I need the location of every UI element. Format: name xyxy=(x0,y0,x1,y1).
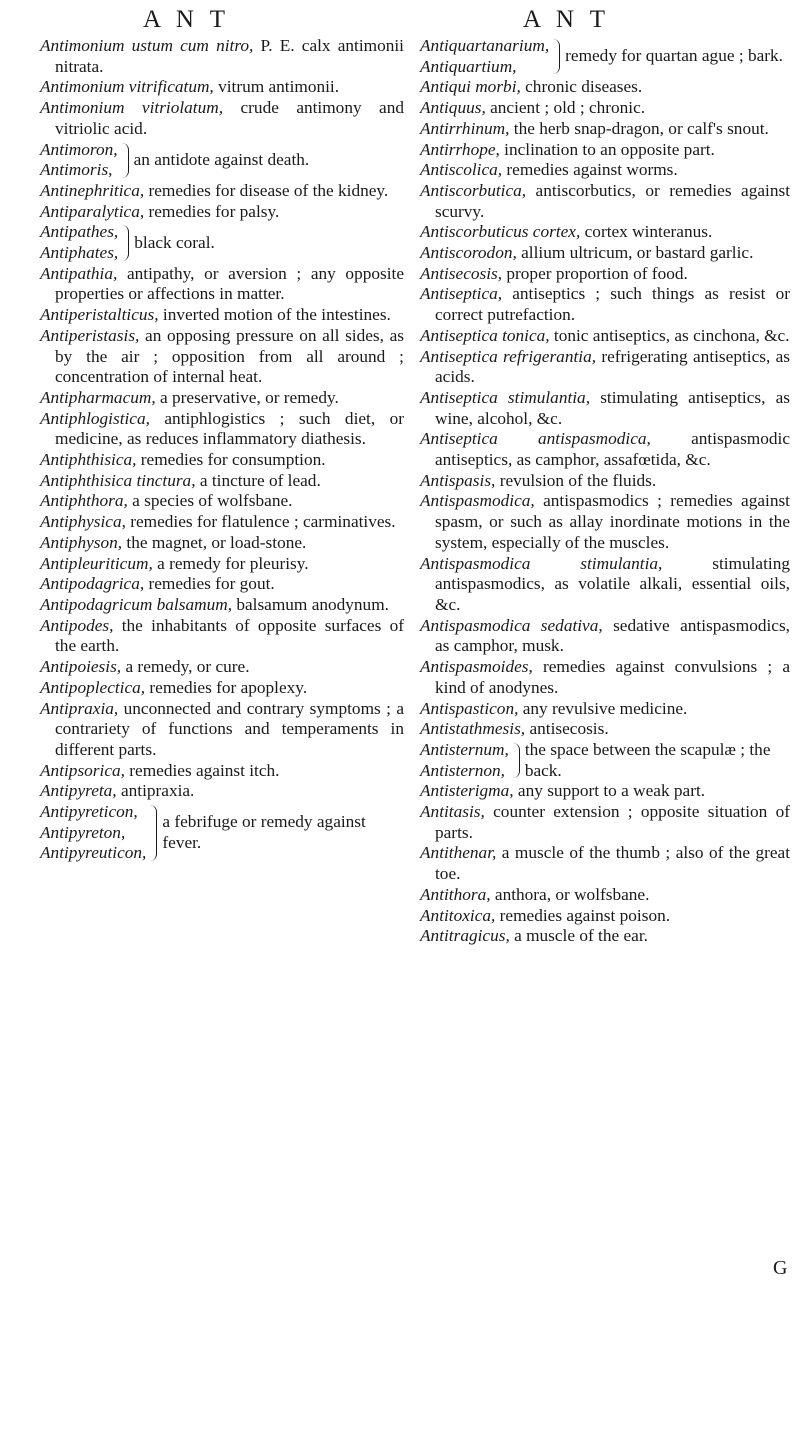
curly-brace xyxy=(121,143,129,178)
dictionary-entry xyxy=(420,181,790,222)
entry-definition: the magnet, or load-stone. xyxy=(122,532,307,552)
dictionary-entry xyxy=(40,388,404,409)
entry-definition: sedative antispasmodics, as camphor, musk. xyxy=(435,615,790,656)
entry-headword: Antiseptica tonica, xyxy=(420,325,550,345)
entry-definition: remedies for consumption. xyxy=(136,450,326,470)
entry-definition: crude antimony and vitriolic acid. xyxy=(55,98,404,138)
dictionary-entry xyxy=(40,491,404,512)
dictionary-entry xyxy=(420,699,790,720)
entry-headword: Antiphyson, xyxy=(40,532,123,552)
entry-definition: a remedy for pleurisy. xyxy=(152,553,309,573)
entry-headword: Antipathia, xyxy=(40,263,118,283)
entry-definition: inclination to an opposite part. xyxy=(499,139,715,159)
entry-definition: P. E. calx antimonii nitrata. xyxy=(55,36,404,76)
entry-headword: Antipathes, xyxy=(40,222,119,242)
left-column xyxy=(40,36,404,864)
entry-headword: Antirrhope, xyxy=(420,139,500,159)
entry-headword: Antipoiesis, xyxy=(40,657,122,677)
entry-definition: tonic antiseptics, as cinchona, &c. xyxy=(549,325,790,345)
entry-definition: antipathy, or aversion ; any opposite properties or affections in matter. xyxy=(55,263,404,304)
entry-definition: any revulsive medicine. xyxy=(518,698,688,718)
entry-headword: Antipodagrica, xyxy=(40,574,145,594)
entry-headword: Antinephritica, xyxy=(40,180,145,200)
entry-definition: antiphlogistics ; such diet, or medicine, as reduces inflammatory diathesis. xyxy=(55,408,404,449)
entry-definition: antisecosis. xyxy=(525,719,609,739)
bracketed-headwords xyxy=(420,36,549,77)
entry-headword: Antispasmodica, xyxy=(420,491,535,511)
dictionary-entry xyxy=(420,719,790,740)
entry-headword: Antiscorodon, xyxy=(420,243,517,263)
dictionary-entry xyxy=(40,305,404,326)
dictionary-entry xyxy=(40,36,404,77)
entry-headword: Antisternon, xyxy=(420,760,505,780)
entry-headword: Antipharmacum, xyxy=(40,387,156,407)
entry-definition: remedies for palsy. xyxy=(144,201,280,221)
entry-headword: Antimonium ustum cum nitro, xyxy=(40,36,254,55)
entry-definition: cortex winteranus. xyxy=(580,222,713,242)
dictionary-entry xyxy=(40,699,404,761)
entry-headword: Antiphlogistica, xyxy=(40,408,150,428)
entry-definition: a preservative, or remedy. xyxy=(155,387,339,407)
entry-definition: a tincture of lead. xyxy=(195,470,321,490)
running-header-right: A N T xyxy=(523,6,611,33)
entry-definition: the space between the scapulæ ; the back. xyxy=(524,739,771,780)
dictionary-entry xyxy=(420,616,790,657)
entry-headword: Antiphthisica, xyxy=(40,450,137,470)
dictionary-entry xyxy=(420,264,790,285)
entry-definition: balsamum anodynum. xyxy=(232,594,389,614)
dictionary-entry xyxy=(420,802,790,843)
dictionary-entry xyxy=(420,326,790,347)
dictionary-entry xyxy=(420,906,790,927)
entry-definition: black coral. xyxy=(134,232,215,252)
entry-headword: Antipoplectica, xyxy=(40,677,146,697)
entry-headword: Antiquartanarium, xyxy=(420,36,550,55)
dictionary-entry xyxy=(40,264,404,305)
bracketed-headwords xyxy=(40,222,118,263)
entry-headword: Antiphates, xyxy=(40,243,119,263)
dictionary-entry xyxy=(40,678,404,699)
entry-headword: Antiperistasis, xyxy=(40,325,140,345)
curly-brace xyxy=(121,225,129,260)
dictionary-entry xyxy=(420,554,790,616)
entry-headword: Antiscolica, xyxy=(420,160,503,180)
bracketed-headwords xyxy=(40,140,118,181)
entry-headword: Antiparalytica, xyxy=(40,201,145,221)
entry-headword: Antispasticon, xyxy=(420,698,519,718)
entry-definition: antispasmodics ; remedies against spasm, or such as allay inordinate motions in the system, especially of the muscles. xyxy=(435,491,790,552)
entry-headword: Antispasmodica stimulantia, xyxy=(420,553,663,573)
entry-definition: remedies for apoplexy. xyxy=(145,677,308,697)
entry-headword: Antipleuriticum, xyxy=(40,553,153,573)
entry-definition: counter extension ; opposite situation of parts. xyxy=(435,802,790,842)
entry-headword: Antipyreuticon, xyxy=(40,843,147,863)
dictionary-entry xyxy=(40,471,404,492)
entry-definition: an antidote against death. xyxy=(133,149,310,169)
entry-headword: Antipodagricum balsamum, xyxy=(40,594,233,614)
entry-definition: vitrum antimonii. xyxy=(213,77,340,97)
entry-headword: Antipyreticon, xyxy=(40,802,138,822)
entry-headword: Antiquus, xyxy=(420,98,486,118)
dictionary-entry xyxy=(420,843,790,884)
dictionary-entry xyxy=(420,222,790,243)
entry-definition: a muscle of the ear. xyxy=(509,926,648,946)
dictionary-entry xyxy=(40,409,404,450)
dictionary-entry xyxy=(40,554,404,575)
entry-definition: revulsion of the fluids. xyxy=(495,470,657,490)
entry-headword: Antimoron, xyxy=(40,139,118,159)
dictionary-entry xyxy=(40,533,404,554)
entry-definition: remedies against convulsions ; a kind of anodynes. xyxy=(435,657,790,697)
entry-headword: Antispasis, xyxy=(420,470,496,490)
entry-headword: Antiphysica, xyxy=(40,512,126,532)
entry-definition: an opposing pressure on all sides, as by the air ; opposition from all around ; concentration of internal heat. xyxy=(55,325,404,387)
signature-mark: G xyxy=(773,1257,788,1279)
dictionary-entry xyxy=(420,885,790,906)
entry-headword: Antiqui morbi, xyxy=(420,77,521,97)
entry-definition: remedy for quartan ague ; bark. xyxy=(565,46,783,66)
entry-headword: Antistathmesis, xyxy=(420,719,526,739)
entry-headword: Antiseptica refrigerantia, xyxy=(420,346,597,366)
entry-definition: stimulating antiseptics, as wine, alcohol, &c. xyxy=(435,387,790,428)
entry-definition: antispasmodic antiseptics, as camphor, assafœtida, &c. xyxy=(435,429,790,470)
dictionary-entry xyxy=(40,512,404,533)
entry-headword: Antipraxia, xyxy=(40,698,119,718)
dictionary-entry xyxy=(420,243,790,264)
entry-definition: anthora, or wolfsbane. xyxy=(490,884,650,904)
entry-definition: remedies against itch. xyxy=(124,760,280,780)
entry-headword: Antispasmoides, xyxy=(420,657,533,677)
dictionary-entry xyxy=(420,160,790,181)
dictionary-entry xyxy=(420,284,790,325)
entry-definition: allium ultricum, or bastard garlic. xyxy=(516,243,754,263)
entry-definition: any support to a weak part. xyxy=(513,781,706,801)
entry-definition: the inhabitants of opposite surfaces of the earth. xyxy=(55,615,404,656)
entry-definition: remedies against worms. xyxy=(502,160,678,180)
running-header-left: A N T xyxy=(143,6,231,33)
entry-headword: Antiscorbutica, xyxy=(420,180,527,200)
entry-headword: Antipsorica, xyxy=(40,760,125,780)
dictionary-entry xyxy=(40,657,404,678)
entry-headword: Antitasis, xyxy=(420,802,485,822)
entry-headword: Antiscorbuticus cortex, xyxy=(420,222,581,242)
entry-headword: Antipodes, xyxy=(40,615,114,635)
bracketed-headwords xyxy=(420,740,509,781)
entry-headword: Antisternum, xyxy=(420,739,509,759)
entry-definition: refrigerating antiseptics, as acids. xyxy=(435,346,790,387)
entry-headword: Antiphthisica tinctura, xyxy=(40,470,196,490)
curly-brace xyxy=(552,39,560,74)
entry-headword: Antipyreta, xyxy=(40,781,117,801)
dictionary-entry xyxy=(40,595,404,616)
entry-definition: a species of wolfsbane. xyxy=(127,491,293,511)
dictionary-entry xyxy=(40,616,404,657)
entry-headword: Antitragicus, xyxy=(420,926,510,946)
dictionary-entry xyxy=(420,926,790,947)
entry-definition: remedies for flatulence ; carminatives. xyxy=(125,512,396,532)
entry-definition: antiseptics ; such things as resist or correct putrefaction. xyxy=(435,284,790,325)
entry-definition: antipraxia. xyxy=(116,781,195,801)
entry-definition: chronic diseases. xyxy=(520,77,643,97)
dictionary-entry xyxy=(420,347,790,388)
entry-definition: remedies for disease of the kidney. xyxy=(144,180,389,200)
dictionary-entry xyxy=(420,657,790,698)
dictionary-entry xyxy=(40,450,404,471)
entry-headword: Antisterigma, xyxy=(420,781,514,801)
entry-definition: a muscle of the thumb ; also of the great toe. xyxy=(435,843,790,884)
entry-headword: Antimonium vitrificatum, xyxy=(40,77,214,97)
entry-definition: remedies for gout. xyxy=(144,574,275,594)
entry-headword: Antiquartium, xyxy=(420,56,517,76)
dictionary-entry xyxy=(420,77,790,98)
dictionary-entry xyxy=(40,781,404,802)
entry-definition: a remedy, or cure. xyxy=(121,657,250,677)
entry-definition: a febrifuge or remedy against fever. xyxy=(162,812,366,853)
dictionary-entry xyxy=(420,119,790,140)
entry-headword: Antipyreton, xyxy=(40,822,126,842)
dictionary-entry xyxy=(40,574,404,595)
right-column xyxy=(420,36,790,947)
bracketed-entry xyxy=(40,222,404,263)
dictionary-entry xyxy=(420,140,790,161)
entry-definition: antiscorbutics, or remedies against scurvy. xyxy=(435,180,790,221)
dictionary-entry xyxy=(420,781,790,802)
entry-headword: Antisecosis, xyxy=(420,263,503,283)
bracketed-entry xyxy=(40,802,404,864)
bracketed-entry xyxy=(420,36,790,77)
dictionary-entry xyxy=(40,77,404,98)
bracketed-entry xyxy=(40,140,404,181)
entry-headword: Antithora, xyxy=(420,884,491,904)
entry-headword: Antiseptica antispasmodica, xyxy=(420,429,651,449)
dictionary-entry xyxy=(40,98,404,139)
entry-headword: Antiseptica stimulantia, xyxy=(420,387,591,407)
dictionary-entry xyxy=(420,98,790,119)
dictionary-entry xyxy=(420,429,790,470)
bracketed-entry xyxy=(420,740,790,781)
entry-headword: Antispasmodica sedativa, xyxy=(420,615,603,635)
dictionary-entry xyxy=(420,491,790,553)
curly-brace xyxy=(149,805,157,861)
entry-headword: Antirrhinum, xyxy=(420,118,510,138)
entry-definition: proper proportion of food. xyxy=(502,263,688,283)
entry-headword: Antiperistalticus, xyxy=(40,305,159,325)
entry-definition: remedies against poison. xyxy=(495,905,671,925)
entry-headword: Antitoxica, xyxy=(420,905,496,925)
curly-brace xyxy=(512,743,520,778)
entry-headword: Antimonium vitriolatum, xyxy=(40,98,224,118)
entry-definition: the herb snap-dragon, or calf's snout. xyxy=(509,118,769,138)
entry-headword: Antithenar, xyxy=(420,843,497,863)
dictionary-entry xyxy=(40,181,404,202)
bracketed-headwords xyxy=(40,802,146,864)
entry-definition: stimulating antispasmodics, as volatile alkali, essential oils, &c. xyxy=(435,553,790,614)
dictionary-entry xyxy=(40,326,404,388)
dictionary-entry xyxy=(420,471,790,492)
dictionary-entry xyxy=(40,202,404,223)
entry-definition: inverted motion of the intestines. xyxy=(158,305,391,325)
entry-definition: unconnected and contrary symptoms ; a contrariety of functions and temperaments in different parts. xyxy=(55,698,404,759)
entry-definition: ancient ; old ; chronic. xyxy=(485,98,646,118)
entry-headword: Antimoris, xyxy=(40,160,113,180)
dictionary-entry xyxy=(40,761,404,782)
entry-headword: Antiphthora, xyxy=(40,491,128,511)
dictionary-entry xyxy=(420,388,790,429)
entry-headword: Antiseptica, xyxy=(420,284,503,304)
